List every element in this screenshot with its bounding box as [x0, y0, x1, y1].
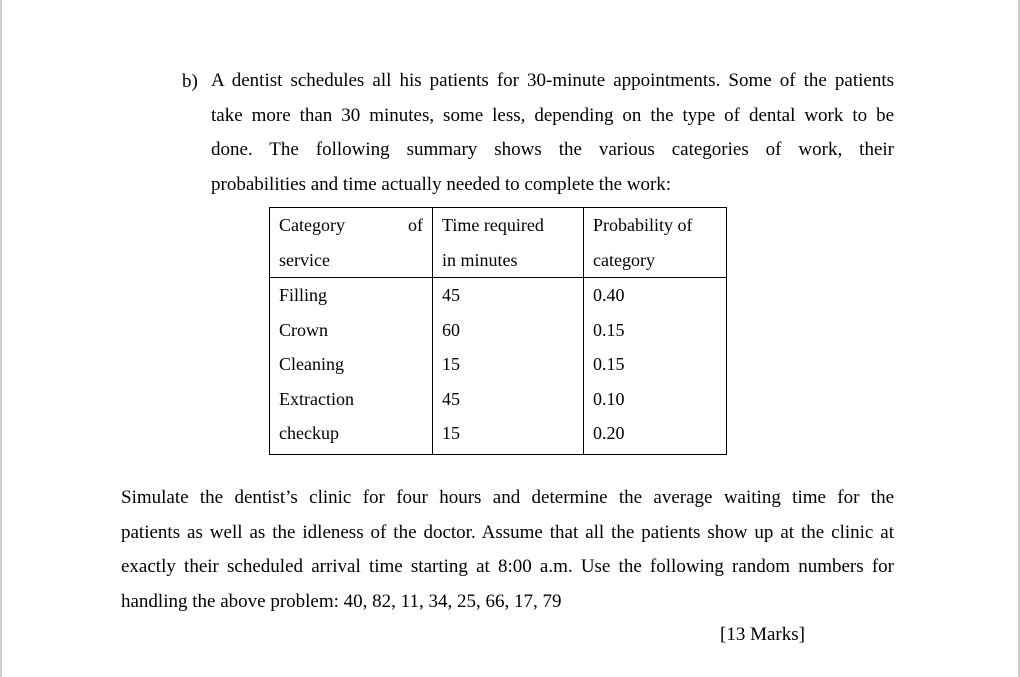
cell-probability: 0.40	[584, 278, 727, 313]
intro-line: probabilities and time actually needed to complete the work:	[211, 173, 672, 195]
table-row	[270, 278, 727, 313]
intro-line: take more than 30 minutes, some less, depending on the type of dental work to be	[211, 104, 894, 126]
intro-line: done. The following summary shows the various categories of work, their	[211, 139, 894, 160]
table-row	[270, 416, 727, 455]
question-label: b)	[182, 71, 198, 92]
simulation-line: handling the above problem: 40, 82, 11, 34, 25, 66, 17, 79	[121, 590, 562, 612]
table-row	[270, 347, 727, 382]
cell-probability: 0.10	[584, 382, 727, 417]
simulation-instructions	[121, 481, 894, 619]
simulation-line: exactly their scheduled arrival time starting at 8:00 a.m. Use the following random numbers for	[121, 556, 894, 577]
cell-category: Extraction	[270, 382, 433, 417]
marks-label: [13 Marks]	[720, 624, 805, 645]
cell-time: 45	[433, 382, 584, 417]
page-left-edge	[0, 0, 2, 677]
cell-time: 15	[433, 347, 584, 382]
simulation-line: Simulate the dentist’s clinic for four hours and determine the average waiting time for the	[121, 487, 894, 508]
cell-category: checkup	[270, 416, 433, 455]
table-row	[270, 313, 727, 348]
cell-category: Filling	[270, 278, 433, 313]
cell-probability: 0.20	[584, 416, 727, 455]
header-category	[270, 208, 433, 243]
cell-probability: 0.15	[584, 347, 727, 382]
intro-line: A dentist schedules all his patients for 30-minute appointments. Some of the patients	[211, 70, 894, 91]
cell-category: Cleaning	[270, 347, 433, 382]
cell-time: 60	[433, 313, 584, 348]
work-categories-table	[269, 207, 727, 455]
cell-time: 15	[433, 416, 584, 455]
table-header-row	[270, 208, 727, 243]
header-category-word: Category	[279, 215, 345, 235]
table-row	[270, 382, 727, 417]
header-time: Time required	[433, 208, 584, 243]
header-of-word: of	[408, 215, 423, 235]
question-intro	[211, 64, 894, 202]
header-probability: Probability of	[584, 208, 727, 243]
table-header-row	[270, 243, 727, 278]
simulation-line: patients as well as the idleness of the doctor. Assume that all the patients show up at the clinic at	[121, 521, 894, 543]
header-probability-cont: category	[584, 243, 727, 278]
cell-category: Crown	[270, 313, 433, 348]
cell-probability: 0.15	[584, 313, 727, 348]
header-category-cont: service	[270, 243, 433, 278]
cell-time: 45	[433, 278, 584, 313]
header-time-cont: in minutes	[433, 243, 584, 278]
